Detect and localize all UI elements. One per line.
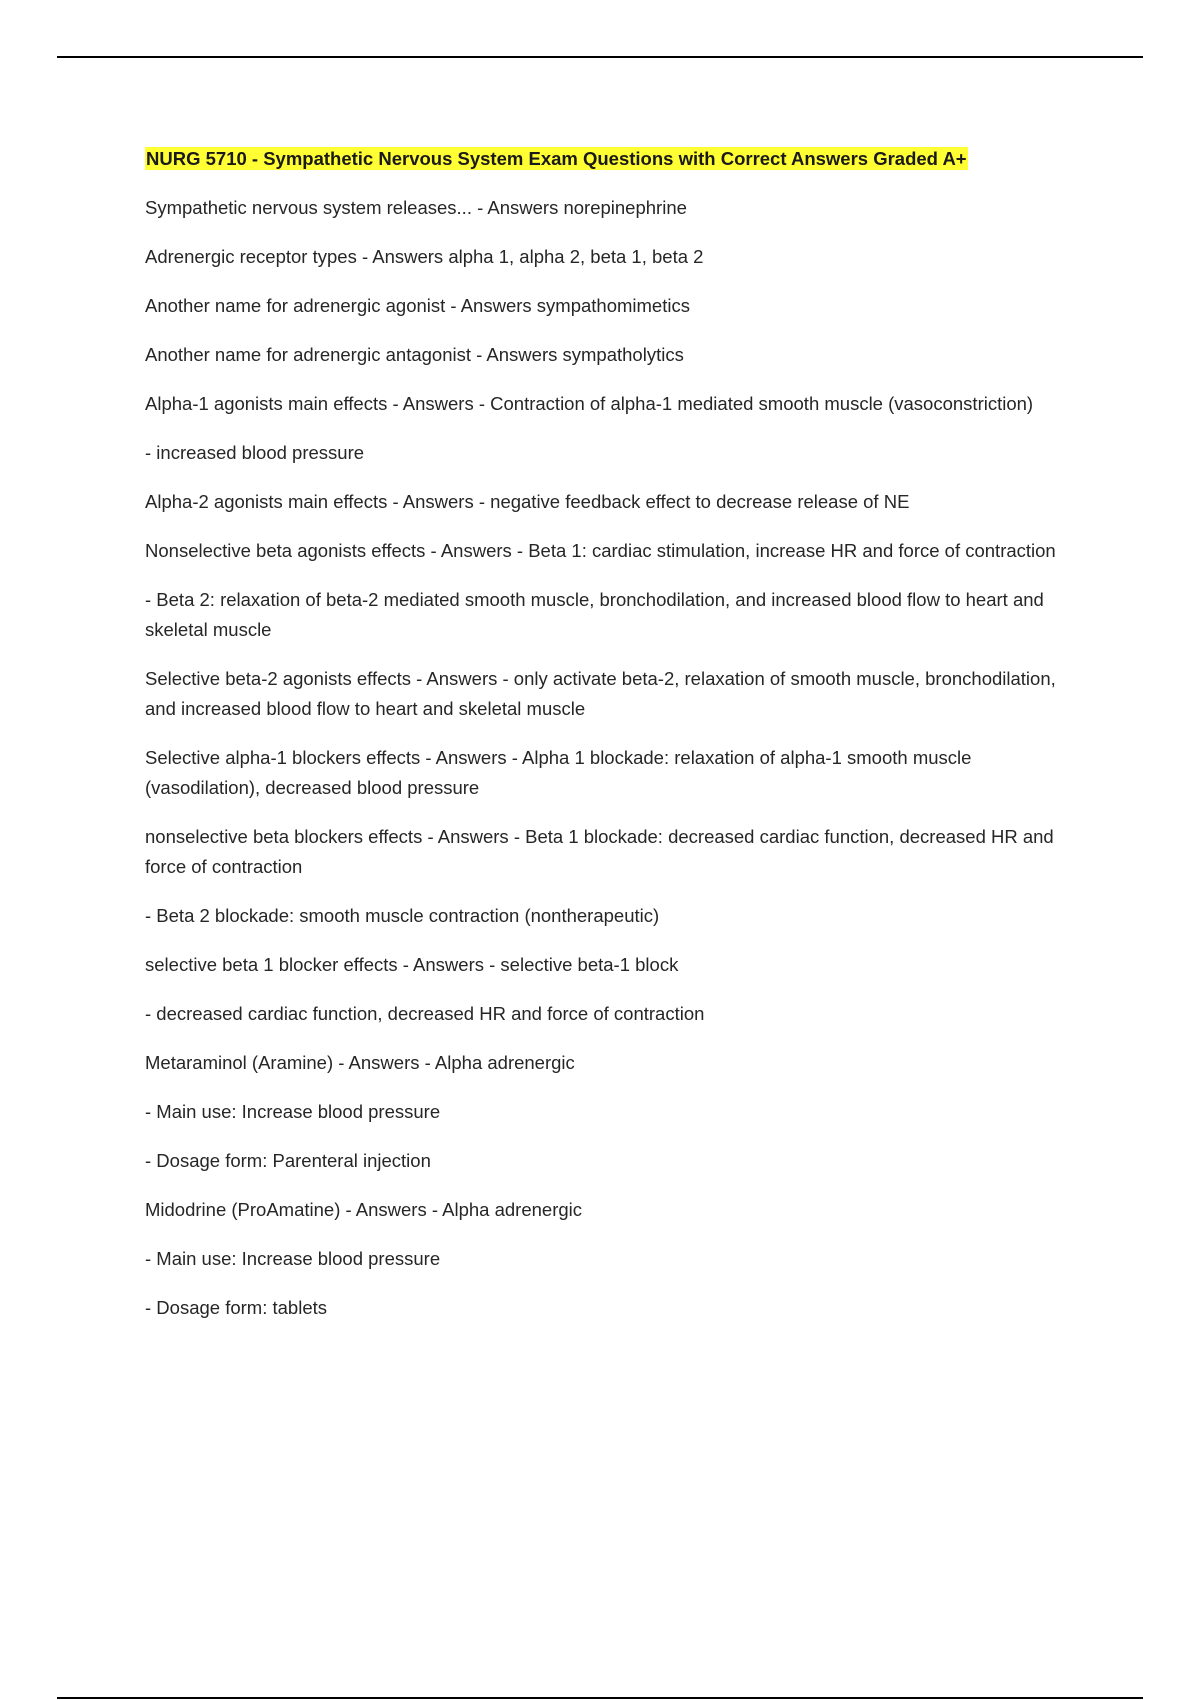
qa-paragraph-18: - Dosage form: Parenteral injection bbox=[145, 1150, 431, 1171]
qa-paragraph-21: - Dosage form: tablets bbox=[145, 1297, 327, 1318]
document-title bbox=[145, 144, 1075, 174]
qa-paragraph-11: Selective alpha-1 blockers effects - Answers - Alpha 1 blockade: relaxation of alpha-1 smooth muscle (vasodilation), decreased blood pressure bbox=[145, 747, 972, 798]
qa-paragraph-1: Sympathetic nervous system releases... - Answers norepinephrine bbox=[145, 197, 687, 218]
qa-paragraph-19: Midodrine (ProAmatine) - Answers - Alpha adrenergic bbox=[145, 1199, 582, 1220]
qa-paragraph-6: - increased blood pressure bbox=[145, 442, 365, 463]
qa-paragraph-5: Alpha-1 agonists main effects - Answers - Contraction of alpha-1 mediated smooth muscle (vasoconstriction) bbox=[145, 393, 1034, 414]
qa-paragraph-20: - Main use: Increase blood pressure bbox=[145, 1248, 441, 1269]
qa-paragraph-2: Adrenergic receptor types - Answers alpha 1, alpha 2, beta 1, beta 2 bbox=[145, 246, 704, 267]
qa-paragraph-8: Nonselective beta agonists effects - Answers - Beta 1: cardiac stimulation, increase HR and force of contraction bbox=[145, 540, 1056, 561]
qa-paragraph-7: Alpha-2 agonists main effects - Answers - negative feedback effect to decrease release of NE bbox=[145, 491, 910, 512]
qa-paragraph-10: Selective beta-2 agonists effects - Answers - only activate beta-2, relaxation of smooth muscle, bronchodilation, and increased blood flow to heart and skeletal muscle bbox=[145, 668, 1056, 719]
title-highlight: NURG 5710 - Sympathetic Nervous System Exam Questions with Correct Answers Graded A+ bbox=[146, 148, 967, 169]
qa-paragraph-15: - decreased cardiac function, decreased HR and force of contraction bbox=[145, 1003, 705, 1024]
qa-paragraph-16: Metaraminol (Aramine) - Answers - Alpha adrenergic bbox=[145, 1052, 575, 1073]
qa-paragraph-13: - Beta 2 blockade: smooth muscle contraction (nontherapeutic) bbox=[145, 905, 660, 926]
page-top-rule bbox=[57, 56, 1143, 58]
qa-paragraph-4: Another name for adrenergic antagonist - Answers sympatholytics bbox=[145, 344, 684, 365]
qa-paragraph-17: - Main use: Increase blood pressure bbox=[145, 1101, 441, 1122]
qa-paragraph-9: - Beta 2: relaxation of beta-2 mediated smooth muscle, bronchodilation, and increased blood flow to heart and skeletal muscle bbox=[145, 589, 1044, 640]
qa-paragraph-12: nonselective beta blockers effects - Answers - Beta 1 blockade: decreased cardiac function, decreased HR and force of contraction bbox=[145, 826, 1054, 877]
document-body bbox=[145, 144, 1075, 1342]
qa-paragraph-3: Another name for adrenergic agonist - Answers sympathomimetics bbox=[145, 295, 690, 316]
page-bottom-rule bbox=[57, 1697, 1143, 1699]
qa-paragraph-14: selective beta 1 blocker effects - Answers - selective beta-1 block bbox=[145, 954, 679, 975]
